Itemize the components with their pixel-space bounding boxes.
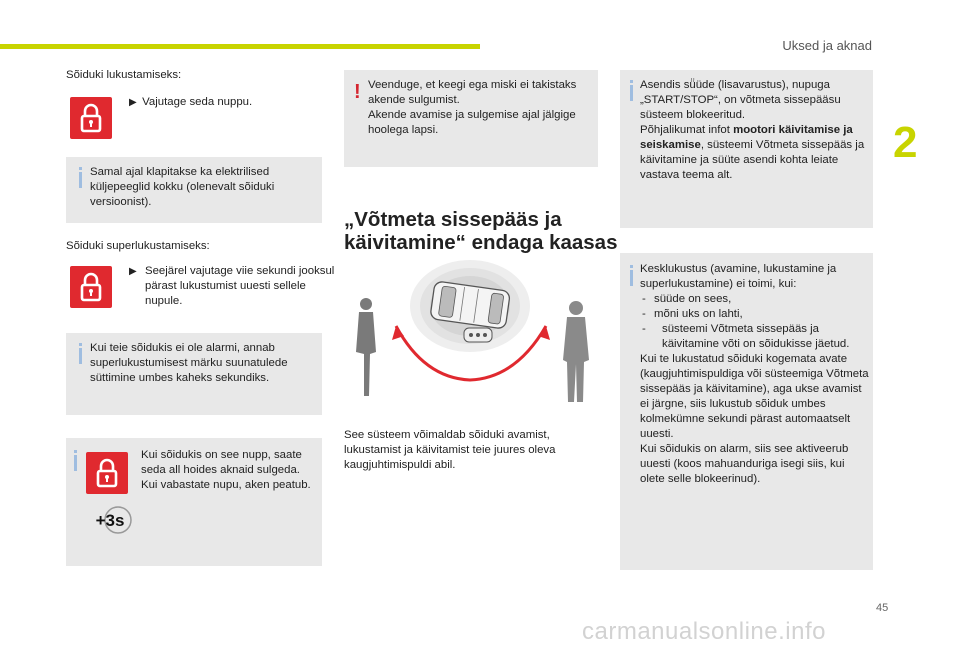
button-note: Kui sõidukis on see nupp, saate seda all hoides aknaid sulgeda. Kui vabastate nupu, aken peatub. [141,449,311,491]
info-2-text [640,262,870,487]
system-description: See süsteem võimaldab sõiduki avamist, lukustamist ja käivitamist teie juures oleva kaugjuhtimispuldi abil. [344,429,556,471]
watermark: carmanualsonline.info [582,618,826,645]
lock-heading: Sõiduki lukustamiseks: [66,69,182,81]
list-item: - süüde on sees, [640,292,870,307]
arrow-bullet-icon: ▶ [129,266,137,277]
window-lock-button-icon [86,452,128,494]
header-accent-bar [0,44,480,49]
keyless-entry-illustration [344,256,598,416]
info-2-body: Kui te lukustatud sõiduki kogemata avate (kaugjuhtimispuldiga või süsteemiga Võtmeta sissepääs ja käivitamine), aga ukse avamist ei järgne, siis lukustub sõiduk umbes kolmekümne sekundi pärast automaatselt uuesti. Kui sõidukis on alarm, siis see aktiveerub uuesti (koos mahuanduriga isegi siis, kui olete selle blokeerinud). [640,353,869,485]
lock-step: ▶ Vajutage seda nuppu. [129,96,253,108]
alarm-note: Kui teie sõidukis ei ole alarmi, annab superlukustumisest märku suunatulede süttimine umbes kaheks sekundiks. [90,342,288,384]
woman-figure [356,298,376,396]
info-icon [630,85,633,101]
list-item: - mõni uks on lahti, [640,307,870,322]
arrow-bullet-icon: ▶ [129,97,137,108]
superlock-heading: Sõiduki superlukustamiseks: [66,240,210,252]
page-number: 45 [876,602,889,614]
info-1-text [640,78,868,183]
list-item: - süsteemi Võtmeta sissepääs ja käivitamine võti on sõidukisse jäetud. [640,322,870,352]
info-icon [630,270,633,286]
remote-key-icon [464,328,492,342]
mirror-note: Samal ajal klapitakse ka elektrilised küljepeeglid kokku (olenevalt sõiduki versioonist). [90,166,275,208]
hold-3-seconds-icon [88,502,132,538]
info-1-para-b: Põhjalikumat infot mootori käivitamise ja seiskamise, süsteemi Võtmeta sissepääs ja käivitamine ja süüte asendi kohta leiate vastava teema alt. [640,124,865,181]
info-icon [74,455,77,471]
lock-button-icon [70,97,112,139]
info-icon [79,348,82,364]
warning-icon: ! [354,81,361,103]
man-figure [563,301,589,402]
section-title: Uksed ja aknad [782,38,872,53]
lock-button-icon [70,266,112,308]
hold-icon-label: +3s [95,511,125,530]
info-1-para-a: Asendis sü̈üde (lisavarustus), nupuga „START/STOP“, on võtmeta sissepääsu süsteem blokeeritud. [640,79,841,121]
info-2-list [640,292,870,352]
info-2-intro: Kesklukustus (avamine, lukustamine ja superlukustamine) ei toimi, kui: [640,263,837,290]
warning-text: Veenduge, et keegi ega miski ei takistaks akende sulgumist. Akende avamise ja sulgemise ajal jälgige hoolega lapsi. [368,79,577,136]
section-heading: „Võtmeta sissepääs ja käivitamine“ endaga kaasas [344,208,618,254]
chapter-number: 2 [893,118,918,167]
superlock-step: ▶ Seejärel vajutage viie sekundi jooksul pärast lukustumist uuesti sellele nupule. [129,265,335,307]
info-icon [79,172,82,188]
